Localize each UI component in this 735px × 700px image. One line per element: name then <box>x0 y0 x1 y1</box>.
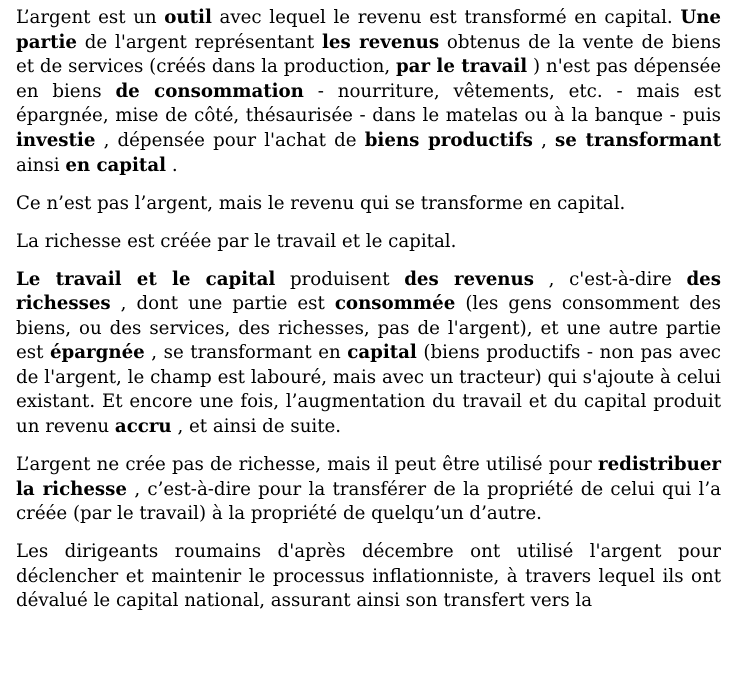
text-run: - nourriture, vêtements, etc. - mais est épargnée, mise de côté, thésaurisée - dans le matelas ou à la banque - puis <box>16 80 721 127</box>
text-run: La richesse est créée par le travail et le capital. <box>16 230 457 252</box>
bold-term-epargnee: épargnée <box>49 342 145 364</box>
text-run: , <box>532 129 556 151</box>
bold-term-accru: accru <box>114 416 172 438</box>
text-run: , c'est-à-dire <box>533 268 687 290</box>
text-run: avec lequel le revenu est transformé en capital. <box>211 7 681 28</box>
paragraph-dirigeants-roumains <box>16 540 721 614</box>
text-run: ainsi <box>16 154 66 176</box>
text-run: . <box>166 154 178 176</box>
bold-term-outil: outil <box>164 7 212 28</box>
bold-term-le-travail-et-le-capital: Le travail et le capital <box>16 268 276 290</box>
paragraph-argent-outil <box>16 6 721 178</box>
bold-term-par-le-travail: par le travail <box>395 56 528 78</box>
text-run: , dépensée pour l'achat de <box>95 129 365 151</box>
bold-term-des-richesses: des richesses <box>16 268 721 315</box>
text-run: ) n'est pas dépensée en biens <box>16 56 721 102</box>
bold-term-se-transformant: se transformant <box>555 129 721 151</box>
text-run: L’argent ne crée pas de richesse, mais il peut être utilisé pour <box>16 454 598 476</box>
paragraph-richesse-creee <box>16 230 721 255</box>
text-run: , dont une partie est <box>110 293 335 315</box>
text-run: , c’est-à-dire pour la transférer de la propriété de celui qui l’a créée (par le travail) à la propriété de quelqu’un d’autre. <box>16 478 721 525</box>
text-run: (les gens consomment des biens, ou des services, des richesses, pas de l'argent), et une autre partie est <box>16 293 721 364</box>
text-run: de l'argent représentant <box>76 31 322 53</box>
text-run: , et ainsi de suite. <box>171 416 342 438</box>
bold-term-redistribuer-la-richesse: redistribuer la richesse <box>16 454 721 500</box>
text-run: Ce n’est pas l’argent, mais le revenu qui se transforme en capital. <box>16 192 626 214</box>
text-run: Les dirigeants roumains d'après décembre ont utilisé l'argent pour déclencher et maintenir le processus inflationniste, à travers lequel ils ont dévalué le capital national, assurant ainsi son transfert vers la <box>16 541 721 612</box>
paragraph-travail-capital <box>16 268 721 440</box>
text-run: produisent <box>275 268 405 290</box>
text-run: , se transformant en <box>144 342 348 364</box>
bold-term-les-revenus: les revenus <box>322 31 440 53</box>
text-run: obtenus de la vente de biens et de services (créés dans la production, <box>16 31 722 78</box>
bold-term-de-consommation: de consommation <box>115 80 304 102</box>
text-run: L’argent est un <box>16 7 165 28</box>
bold-term-des-revenus: des revenus <box>404 268 534 290</box>
bold-term-en-capital: en capital <box>65 154 167 176</box>
bold-term-une-partie: Une partie <box>16 7 721 53</box>
paragraph-revenu-capital <box>16 192 721 217</box>
bold-term-consommee: consommée <box>334 293 456 315</box>
bold-term-biens-productifs: biens productifs <box>364 129 533 151</box>
bold-term-investie: investie <box>16 129 96 151</box>
text-run: (biens productifs - non pas avec de l'argent, le champ est labouré, mais avec un tracteur) qui s'ajoute à celui existant. Et encore une fois, l’augmentation du travail et du capital produit un revenu <box>16 342 721 438</box>
paragraph-redistribuer <box>16 453 721 527</box>
bold-term-capital: capital <box>347 342 417 364</box>
